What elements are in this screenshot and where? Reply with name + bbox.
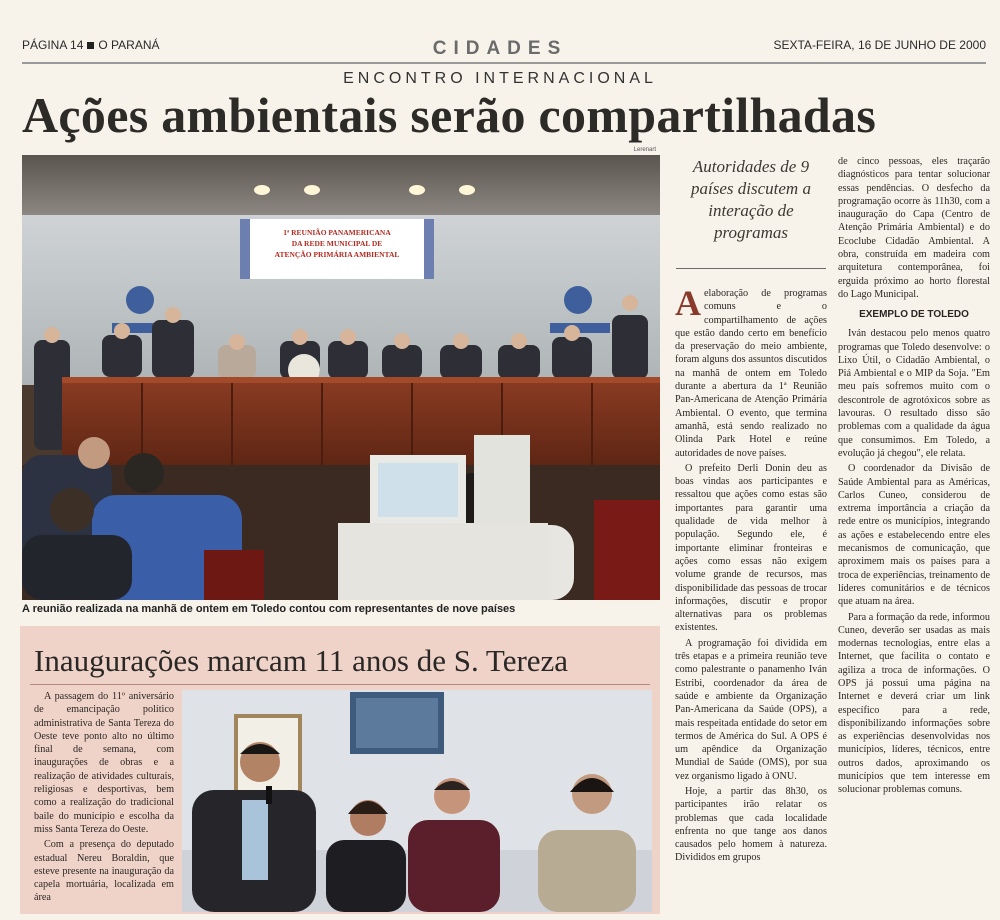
article-paragraph: Iván destacou pelo menos quatro programas que Toledo desenvolve: o Lixo Útil, o Cidadão Ambiental, o Piá Ambiental e o MIP da Soja. "Em meu país sofremos muito com o descontrole de agrotóxicos sobre as lavouras. O resultado disso são problemas com a qualidade da água que consumimos. Em Toledo, a evolução já chegou", ele relata.	[838, 328, 990, 459]
second-photo	[182, 690, 652, 912]
main-story-column-2	[838, 155, 990, 912]
story-kicker: ENCONTRO INTERNACIONAL	[343, 70, 657, 87]
section-title: CIDADES	[432, 38, 568, 59]
main-story-column-1	[675, 283, 827, 912]
drop-cap: A	[675, 283, 701, 323]
deck-rule	[676, 268, 826, 269]
article-paragraph: Aelaboração de programas comuns e o compartilhamento de ações que estão dando certo em benefício da preservação do meio ambiente, foram alguns dos assuntos discutidos na manhã de ontem em Toledo durante a abertura da 1ª Reunião Pan-Americana de Atenção Primária Ambiental. O evento, que termina amanhã, está sendo realizado no Olinda Park Hotel e reúne autoridades de nove países.	[675, 283, 827, 459]
photo-caption: A reunião realizada na manhã de ontem em Toledo contou com representantes de nove países	[22, 603, 516, 615]
second-story-column-1	[34, 690, 174, 912]
photo-credit: Lerenart	[633, 147, 656, 153]
article-subhead: EXEMPLO DE TOLEDO	[859, 309, 969, 321]
second-headline: Inaugurações marcam 11 anos de S. Tereza	[34, 643, 569, 678]
story-deck: Autoridades de 9 países discutem a interação de programas	[691, 157, 811, 242]
svg-text:1ª REUNIÃO PANAMERICANA: 1ª REUNIÃO PANAMERICANA	[283, 228, 391, 237]
second-headline-rule	[30, 684, 650, 685]
page-number: PÁGINA 14	[22, 38, 84, 52]
svg-text:DA REDE MUNICIPAL DE: DA REDE MUNICIPAL DE	[291, 239, 383, 248]
main-photo	[22, 147, 660, 600]
article-paragraph: O prefeito Derli Donin deu as boas vindas aos participantes e ressaltou que ações como estas são importantes para garantir uma qualidade de vida melhor à população. Segundo ele, é importante eliminar fronteiras e ações como essas não exigem volume grande de recursos, mas disponibilidade das pessoas de trocar informações, discutir e propor alternativas para os problemas existentes.	[675, 462, 827, 634]
header-rule	[22, 62, 986, 64]
article-paragraph: A programação foi dividida em três etapas e a primeira reunião teve como palestrante o panamenho Iván Estribi, coordenador da área de saúde e ambiente da Organização Pan-Americana da Saúde (OPS), a mais respeitada entidade do setor em termos de América do Sul. A OPS é um apêndice da Organização Mundial de Saúde (OMS), por sua vez organismo ligado à ONU.	[675, 637, 827, 782]
svg-text:ATENÇÃO PRIMÁRIA AMBIENTAL: ATENÇÃO PRIMÁRIA AMBIENTAL	[274, 250, 400, 259]
issue-date: SEXTA-FEIRA, 16 DE JUNHO DE 2000	[773, 38, 986, 52]
publication-name: O PARANÁ	[98, 38, 160, 52]
article-paragraph: Para a formação da rede, informou Cuneo, deverão ser usadas as mais modernas tecnologias, entre elas a Internet, que facilita o contato e agiliza a troca de informações. O OPS já possui uma página na Internet e deverá criar um link específico para a rede, disponibilizando informações sobre as experiências desenvolvidas nos municípios, líderes, técnicos, entre outros dados, aproximando os municípios que tem interesse em solucionar problemas comuns.	[838, 611, 990, 796]
article-paragraph: Com a presença do deputado estadual Nereu Boraldin, que esteve presente na inauguração da capela mortuária, localizada em área	[34, 839, 174, 904]
article-paragraph: de cinco pessoas, eles traçarão diagnósticos para tentar solucionar essas pendências. O desfecho da programação ocorre às 11h30, com a inauguração do Capa (Centro de Atenção Primária Ambiental) e do Ecoclube Cidadão Ambiental. A obra, construída em madeira com arquitetura contemporânea, foi erguida próximo ao horto florestal do Lago Municipal.	[838, 156, 990, 300]
article-paragraph: Hoje, a partir das 8h30, os participantes irão relatar os problemas que cada localidade enfrenta no que tange aos danos causados pelo homem à natureza. Divididos em grupos	[675, 785, 827, 864]
inauguration-photo-illustration	[182, 690, 652, 912]
meeting-photo-illustration	[22, 155, 660, 600]
article-paragraph: A passagem do 11º aniversário de emancipação político administrativa de Santa Tereza do Oeste teve ponto alto no último final de semana, com inaugurações de obras e a realização de atividades culturais, religiosas e desportivas, bem como a realização do tradicional baile do município e escolha da miss Santa Tereza do Oeste.	[34, 691, 174, 835]
article-paragraph: O coordenador da Divisão de Saúde Ambiental para as Américas, Carlos Cuneo, considerou de extrema importância a criação da rede entre os municípios, integrando as ações e estabelecendo entre eles mecanismos de comunicação, que aproximem mais os países para a troca de experiências, treinamento de líderes comunitários e de técnicos que atuam na área.	[838, 463, 990, 608]
main-headline: Ações ambientais serão compartilhadas	[22, 87, 877, 143]
